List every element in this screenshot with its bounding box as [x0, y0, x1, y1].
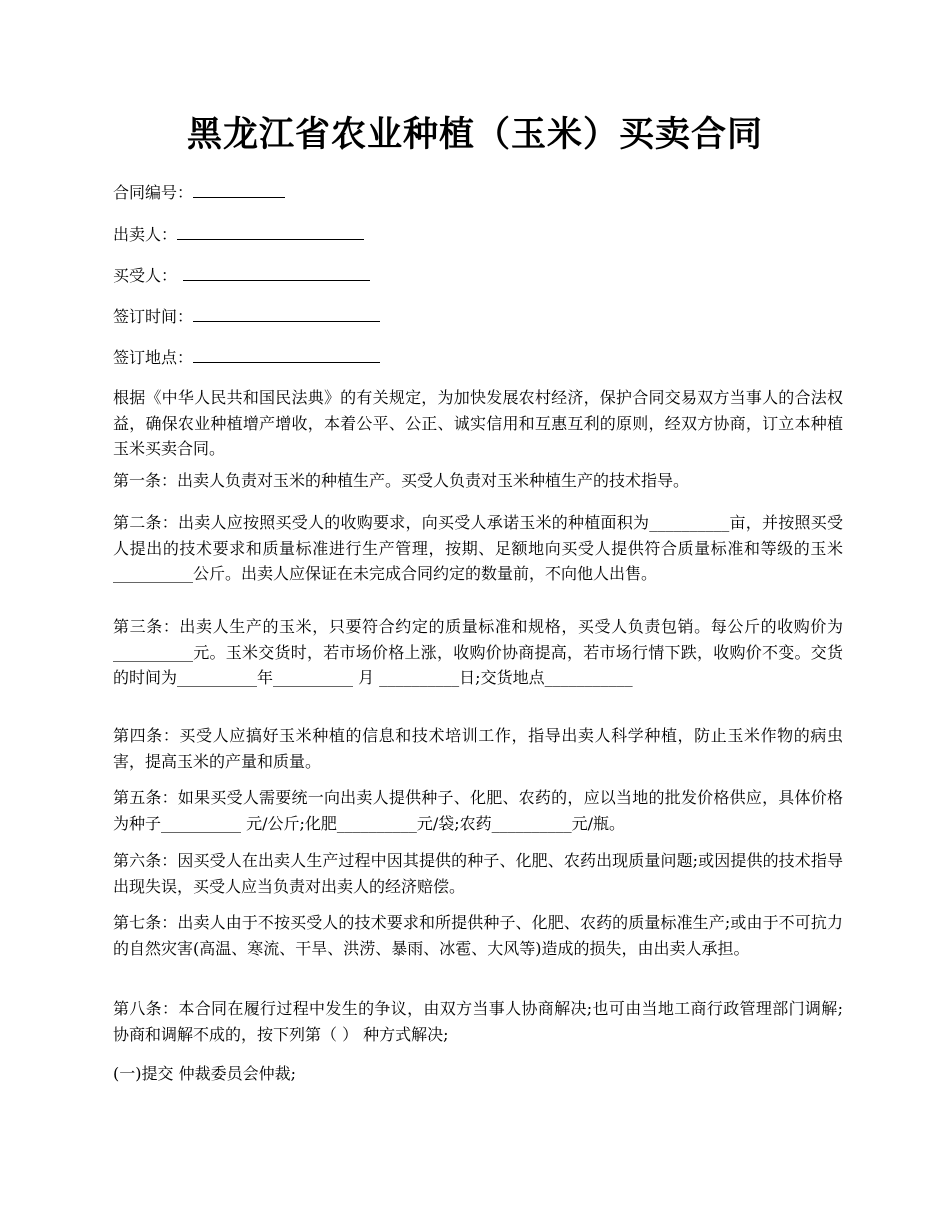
sign-place-field — [113, 346, 380, 369]
article-3: 第三条：出卖人生产的玉米，只要符合约定的质量标准和规格，买受人负责包销。每公斤的收购价为__________元。玉米交货时，若市场价格上涨，收购价协商提高，若市场行情下跌，收购价不变。交货的时间为__________年__________ 月 __________日;交货地点___________ — [113, 617, 843, 687]
sign-place-blank — [193, 346, 380, 363]
contract-no-blank — [193, 181, 285, 198]
seller-blank — [177, 223, 364, 240]
buyer-field — [113, 264, 370, 287]
article-8: 第八条：本合同在履行过程中发生的争议，由双方当事人协商解决;也可由当地工商行政管理部门调解;协商和调解不成的，按下列第（ ） 种方式解决; — [113, 999, 843, 1044]
contract-no-field — [113, 181, 285, 204]
preamble-paragraph: 根据《中华人民共和国民法典》的有关规定，为加快发展农村经济，保护合同交易双方当事人的合法权益，确保农业种植增产增收，本着公平、公正、诚实信用和互惠互利的原则，经双方协商，订立本种植玉米买卖合同。 — [113, 388, 843, 458]
contract-no-label: 合同编号： — [113, 183, 194, 202]
article-6: 第六条：因买受人在出卖人生产过程中因其提供的种子、化肥、农药出现质量问题;或因提供的技术指导出现失误，买受人应当负责对出卖人的经济赔偿。 — [113, 851, 843, 896]
sign-date-label: 签订时间： — [113, 307, 194, 326]
article-2: 第二条：出卖人应按照买受人的收购要求，向买受人承诺玉米的种植面积为__________亩，并按照买受人提出的技术要求和质量标准进行生产管理，按期、足额地向买受人提供符合质量标准和等级的玉米__________公斤。出卖人应保证在未完成合同约定的数量前，不向他人出售。 — [113, 513, 843, 583]
buyer-blank — [183, 264, 370, 281]
sign-date-field — [113, 305, 380, 328]
article-7: 第七条：出卖人由于不按买受人的技术要求和所提供种子、化肥、农药的质量标准生产;或由于不可抗力的自然灾害(高温、寒流、干旱、洪涝、暴雨、冰雹、大风等)造成的损失，由出卖人承担。 — [113, 913, 843, 958]
seller-field — [113, 223, 364, 246]
buyer-label: 买受人： — [113, 266, 178, 285]
article-5: 第五条：如果买受人需要统一向出卖人提供种子、化肥、农药的，应以当地的批发价格供应，具体价格为种子__________ 元/公斤;化肥__________元/袋;农药__________元/瓶。 — [113, 788, 843, 833]
article-1: 第一条：出卖人负责对玉米的种植生产。买受人负责对玉米种植生产的技术指导。 — [113, 471, 690, 490]
article-4: 第四条：买受人应搞好玉米种植的信息和技术培训工作，指导出卖人科学种植，防止玉米作物的病虫害，提高玉米的产量和质量。 — [113, 726, 843, 771]
sign-place-label: 签订地点： — [113, 348, 194, 367]
sign-date-blank — [193, 305, 380, 322]
document-title: 黑龙江省农业种植（玉米）买卖合同 — [186, 114, 763, 155]
clause-arbitration: (一)提交 仲裁委员会仲裁; — [113, 1064, 296, 1083]
seller-label: 出卖人： — [113, 225, 178, 244]
